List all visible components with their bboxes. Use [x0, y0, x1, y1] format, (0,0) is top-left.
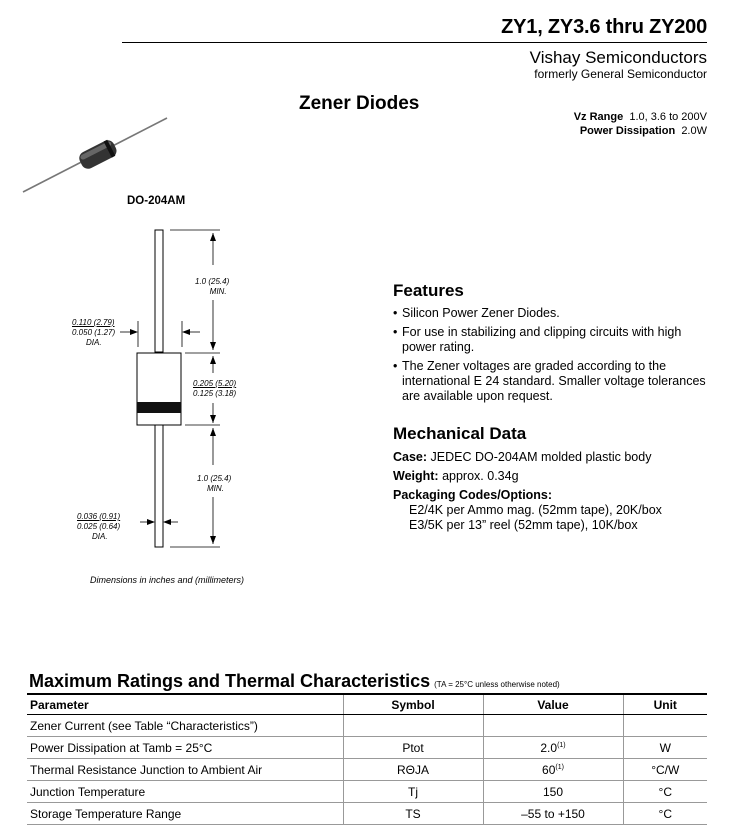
features-list: [393, 306, 713, 408]
top-lead-length-dim: [195, 277, 229, 297]
unit-cell: °C: [623, 803, 707, 825]
main-title: Zener Diodes: [299, 93, 420, 114]
top-lead-length-min: MIN.: [209, 287, 227, 296]
value-cell: [483, 803, 623, 825]
formerly-note: formerly General Semiconductor: [534, 67, 707, 81]
value-cell: [483, 781, 623, 803]
features-heading: Features: [393, 281, 464, 300]
unit-cell: °C: [623, 781, 707, 803]
col-header-unit: Unit: [623, 694, 707, 715]
feature-item: • For use in stabilizing and clipping circuits with high power rating.: [393, 325, 713, 355]
diode-illustration: [15, 110, 175, 200]
body-length-min: 0.125 (3.18): [193, 389, 237, 398]
dimensions-caption: Dimensions in inches and (millimeters): [90, 575, 245, 585]
vz-range-value: 1.0, 3.6 to 200V: [629, 111, 707, 123]
body-diameter-label: DIA.: [86, 338, 102, 347]
case-value: JEDEC DO-204AM molded plastic body: [430, 450, 652, 464]
header-rule: [122, 42, 707, 43]
ratings-title: Maximum Ratings and Thermal Characteristics: [29, 671, 431, 691]
packaging-option: E3/5K per 13” reel (52mm tape), 10K/box: [409, 518, 638, 532]
footnote-ref: (1): [555, 763, 564, 771]
value-text: 150: [542, 784, 564, 799]
case-label: Case:: [393, 450, 428, 464]
symbol-cell: Ptot: [343, 737, 483, 759]
ratings-heading: [29, 671, 560, 692]
case-line: [393, 450, 651, 464]
mechanical-heading: Mechanical Data: [393, 424, 527, 443]
col-header-value: Value: [483, 694, 623, 715]
feature-item: • The Zener voltages are graded according to the international E 24 standard. Smaller voltage tolerances are available upon request.: [393, 359, 713, 404]
weight-line: [393, 469, 519, 483]
lead-diameter-label: DIA.: [92, 532, 108, 541]
bottom-lead-length-value: 1.0 (25.4): [197, 474, 232, 483]
document-title: ZY1, ZY3.6 thru ZY200: [501, 16, 707, 38]
value-cell: [483, 759, 623, 781]
unit-cell: W: [623, 737, 707, 759]
symbol-cell: TS: [343, 803, 483, 825]
vz-range-label: Vz Range: [573, 111, 624, 123]
body-length-dim: [193, 379, 236, 399]
body-length-max: 0.205 (5.20): [193, 379, 237, 388]
ratings-note: (TA = 25°C unless otherwise noted): [434, 680, 560, 689]
package-label: DO-204AM: [127, 195, 186, 207]
power-dissipation-spec: [580, 125, 707, 137]
parameter-cell: Storage Temperature Range: [27, 803, 343, 825]
table-row: [27, 737, 707, 759]
packaging-option: E2/4K per Ammo mag. (52mm tape), 20K/box: [409, 503, 662, 517]
parameter-cell: Power Dissipation at Tamb = 25°C: [27, 737, 343, 759]
lead-diameter-max: 0.036 (0.91): [77, 512, 121, 521]
value-text: –55 to +150: [521, 806, 585, 821]
table-row: [27, 759, 707, 781]
table-header-row: [27, 694, 707, 715]
bottom-lead-length-min: MIN.: [207, 484, 224, 493]
symbol-cell: [343, 715, 483, 737]
unit-cell: °C/W: [623, 759, 707, 781]
col-header-symbol: Symbol: [343, 694, 483, 715]
power-dissipation-label: Power Dissipation: [579, 125, 676, 137]
table-row: [27, 715, 707, 737]
body-diameter-max: 0.110 (2.79): [72, 318, 115, 327]
packaging-line: [393, 488, 552, 502]
parameter-cell: Zener Current (see Table “Characteristics”): [27, 715, 343, 737]
bottom-lead-length-dim: [197, 474, 231, 494]
power-dissipation-value: 2.0W: [681, 125, 707, 137]
symbol-cell: Tj: [343, 781, 483, 803]
ratings-table: [27, 693, 707, 825]
vz-range-spec: [574, 111, 707, 123]
table-row: [27, 781, 707, 803]
value-cell: [483, 715, 623, 737]
body-diameter-min: 0.050 (1.27): [72, 328, 116, 337]
value-text: 60: [542, 762, 556, 777]
unit-cell: [623, 715, 707, 737]
lead-diameter-dim: [77, 512, 120, 542]
footnote-ref: (1): [557, 741, 566, 749]
table-row: [27, 803, 707, 825]
weight-value: approx. 0.34g: [442, 469, 519, 483]
value-text: 2.0: [540, 740, 558, 755]
top-lead-length-value: 1.0 (25.4): [195, 277, 230, 286]
value-cell: [483, 737, 623, 759]
col-header-parameter: Parameter: [27, 694, 343, 715]
company-name: Vishay Semiconductors: [529, 48, 707, 67]
parameter-cell: Thermal Resistance Junction to Ambient Air: [27, 759, 343, 781]
lead-diameter-min: 0.025 (0.64): [77, 522, 121, 531]
weight-label: Weight:: [393, 469, 439, 483]
feature-item: • Silicon Power Zener Diodes.: [393, 306, 713, 321]
packaging-label: Packaging Codes/Options:: [393, 488, 553, 502]
parameter-cell: Junction Temperature: [27, 781, 343, 803]
body-diameter-dim: [72, 318, 115, 348]
symbol-cell: RΘJA: [343, 759, 483, 781]
